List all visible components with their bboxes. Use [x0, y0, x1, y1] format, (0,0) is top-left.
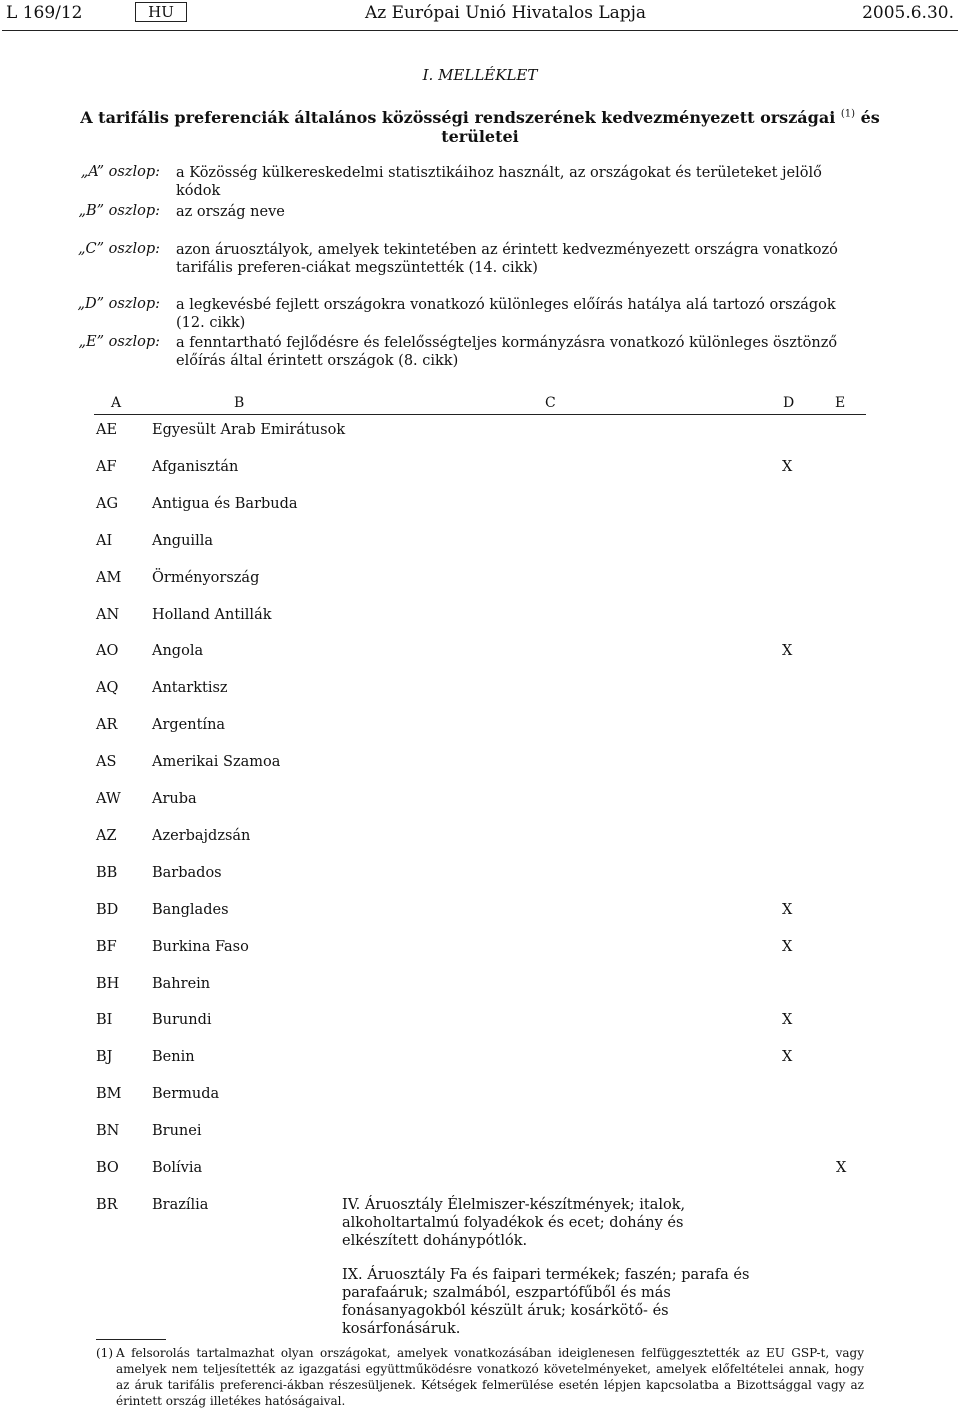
- country-name: Egyesült Arab Emirátusok: [152, 422, 346, 438]
- column-header-c: C: [545, 395, 556, 411]
- country-name: Barbados: [152, 864, 222, 881]
- country-name: Bermuda: [152, 1086, 220, 1103]
- legend-text: az ország neve: [176, 204, 285, 220]
- journal-title: Az Európai Unió Hivatalos Lapja: [365, 3, 647, 23]
- table-row: [0, 717, 960, 754]
- footnote-divider: [96, 1339, 166, 1340]
- table-row: [0, 1086, 960, 1123]
- legend-label: „E” oszlop:: [78, 334, 160, 350]
- br-excluded-sections: [342, 1196, 762, 1354]
- table-row: [0, 828, 960, 865]
- country-code: AE: [96, 422, 118, 438]
- header-divider: [2, 30, 958, 31]
- legend-label: „D” oszlop:: [77, 296, 160, 312]
- ldc-mark: X: [782, 1049, 793, 1066]
- country-code: AS: [96, 754, 117, 771]
- country-code: AZ: [96, 827, 117, 844]
- ldc-mark: X: [782, 938, 793, 955]
- country-code: AG: [96, 495, 119, 512]
- publication-date: 2005.6.30.: [862, 3, 954, 23]
- country-name: Antigua és Barbuda: [152, 495, 298, 512]
- country-name: Burkina Faso: [152, 938, 249, 955]
- table-row: [0, 496, 960, 533]
- table-row: [0, 422, 960, 459]
- document-title: [60, 108, 900, 146]
- country-code: AQ: [96, 680, 119, 697]
- country-name: Bahrein: [152, 975, 211, 992]
- country-name: Holland Antillák: [152, 606, 272, 623]
- country-name: Örményország: [152, 569, 260, 586]
- annex-label: I. MELLÉKLET: [422, 66, 538, 84]
- column-header-a: A: [111, 395, 122, 411]
- table-row: [0, 607, 960, 644]
- country-code: AN: [96, 606, 120, 623]
- country-code: BB: [96, 864, 118, 881]
- country-name: Burundi: [152, 1012, 212, 1029]
- legend-text: a Közösség külkereskedelmi statisztikáihoz használt, az országokat és területeket jelölő kódok: [176, 165, 822, 199]
- table-row: [0, 680, 960, 717]
- title-footnote-ref: (1): [840, 108, 856, 120]
- country-code: AW: [96, 791, 121, 807]
- ldc-mark: X: [782, 643, 793, 660]
- column-header-d: D: [783, 395, 795, 411]
- legend-text: azon áruosztályok, amelyek tekintetében az érintett kedvezményezett országra vonatkozó tarifális preferen-ciákat megszüntették (14. cikk): [176, 242, 838, 276]
- country-name: Antarktisz: [152, 680, 228, 697]
- table-header-divider: [94, 414, 866, 415]
- country-name: Brazília: [152, 1196, 209, 1213]
- country-code: AF: [96, 458, 117, 475]
- excluded-section-note: IV. Áruosztály Élelmiszer-készítmények; italok, alkoholtartalmú folyadékok és ecet; dohány és elkészített dohánypótlók.: [342, 1197, 686, 1249]
- country-code: BO: [96, 1160, 119, 1176]
- country-name: Azerbajdzsán: [152, 827, 251, 844]
- table-row: [0, 754, 960, 791]
- table-row: [0, 939, 960, 976]
- country-name: Bolívia: [152, 1160, 203, 1176]
- table-row: [0, 643, 960, 680]
- legend-text: a legkevésbé fejlett országokra vonatkozó különleges előírás hatálya alá tartozó országok (12. cikk): [176, 297, 836, 331]
- column-header-b: B: [234, 395, 245, 411]
- country-code: AM: [96, 569, 122, 586]
- table-row: [0, 459, 960, 496]
- country-code: BI: [96, 1012, 113, 1029]
- table-row: [0, 791, 960, 828]
- ldc-mark: X: [782, 901, 793, 918]
- legend-label: „C” oszlop:: [78, 241, 160, 257]
- language-badge: HU: [135, 2, 187, 22]
- legend-label: „A” oszlop:: [80, 164, 160, 180]
- country-code: AR: [96, 717, 118, 734]
- country-code: AI: [96, 532, 113, 549]
- table-row: [0, 865, 960, 902]
- legend-label: „B” oszlop:: [78, 203, 160, 219]
- country-name: Brunei: [152, 1123, 202, 1140]
- page-reference: L 169/12: [6, 3, 83, 23]
- country-name: Benin: [152, 1049, 195, 1066]
- country-name: Amerikai Szamoa: [152, 754, 281, 771]
- footnote-text: A felsorolás tartalmazhat olyan országokat, amelyek vonatkozásában ideiglenesen felfüggesztették az EU GSP-t, vagy amelyek nem teljesítették az igazgatási együttműködésre vonatkozó követelményeket, amelyek előfeltételei annak, hogy az áruk tarifális preferenci-ákban részesüljenek. Kétségek felmerülése esetén lépjen kapcsolatba a Bizottsággal vagy az érintett ország illetékes hatóságaival.: [116, 1346, 864, 1408]
- country-name: Banglades: [152, 901, 229, 918]
- country-name: Argentína: [152, 717, 226, 734]
- country-code: BF: [96, 938, 117, 955]
- table-row: [0, 902, 960, 939]
- country-name: Aruba: [152, 791, 197, 807]
- country-code: BM: [96, 1086, 122, 1103]
- table-row: [0, 570, 960, 607]
- footnote-marker: (1): [96, 1346, 113, 1360]
- country-name: Afganisztán: [152, 458, 239, 475]
- gsp-plus-mark: X: [836, 1160, 847, 1176]
- page-header: [0, 0, 960, 30]
- table-row: [0, 1160, 960, 1197]
- table-row: [0, 1123, 960, 1160]
- country-name: Angola: [152, 643, 204, 660]
- country-code: BD: [96, 901, 119, 918]
- ldc-mark: X: [782, 1012, 793, 1029]
- country-name: Anguilla: [152, 532, 213, 549]
- country-code: BH: [96, 975, 120, 992]
- country-code: AO: [96, 643, 119, 660]
- table-row: [0, 533, 960, 570]
- ldc-mark: X: [782, 458, 793, 475]
- table-row: [0, 1012, 960, 1049]
- table-row: [0, 1049, 960, 1086]
- title-tail: és területei: [441, 108, 880, 146]
- country-code: BJ: [96, 1049, 113, 1066]
- legend-text: a fenntartható fejlődésre és felelősségteljes kormányzásra vonatkozó különleges ösztönző előírás által érintett országok (8. cikk): [176, 335, 838, 369]
- country-code: BR: [96, 1196, 118, 1213]
- title-main: A tarifális preferenciák általános közösségi rendszerének kedvezményezett országai: [80, 108, 836, 127]
- table-row: [0, 976, 960, 1013]
- country-code: BN: [96, 1123, 120, 1140]
- excluded-section-note: IX. Áruosztály Fa és faipari termékek; faszén; parafa és parafaáruk; szalmából, eszpartófűből és más fonásanyagokból készült áruk; kosárkötő- és kosárfonásáruk.: [342, 1267, 750, 1337]
- column-header-e: E: [835, 395, 846, 411]
